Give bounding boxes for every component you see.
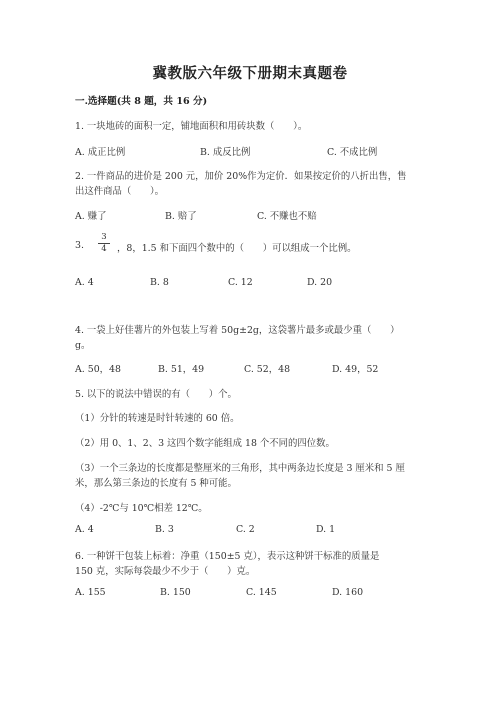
question-2-text-line-2: 出这件商品（ ）。	[75, 186, 165, 197]
question-2-option-c: C. 不赚也不赔	[257, 211, 317, 222]
question-5-statement-3-line-2: 米，那么第三条边的长度有 5 种可能。	[75, 478, 237, 489]
question-4-option-c: C. 52，48	[244, 364, 291, 375]
question-4-option-d: D. 49，52	[332, 364, 379, 375]
question-5-statement-2: （2）用 0、1、2、3 这四个数字能组成 18 个不同的四位数。	[75, 438, 335, 449]
question-1-option-b: B. 成反比例	[200, 147, 251, 158]
question-6-option-d: D. 160	[332, 587, 364, 598]
question-6-text-line-1: 6. 一种饼干包装上标着：净重（150±5 克），表示这种饼干标准的质量是	[75, 551, 380, 562]
question-2-option-b: B. 赔了	[165, 211, 197, 222]
question-2-option-a: A. 赚了	[75, 211, 107, 222]
question-3-fraction	[98, 233, 110, 254]
question-6-option-c: C. 145	[246, 587, 277, 598]
fraction-numerator: 3	[101, 232, 107, 242]
question-6-option-b: B. 150	[160, 587, 191, 598]
question-5-option-b: B. 3	[155, 524, 174, 535]
question-5-statement-3-line-1: （3）一个三条边的长度都是整厘米的三角形，其中两条边长度是 3 厘米和 5 厘	[75, 463, 405, 474]
question-3-option-c: C. 12	[228, 277, 253, 288]
question-1-option-a: A. 成正比例	[75, 147, 126, 158]
question-1-text: 1. 一块地砖的面积一定，铺地面积和用砖块数（ ）。	[75, 121, 308, 132]
question-3-option-a: A. 4	[75, 277, 94, 288]
section-heading: 一.选择题(共 8 题，共 16 分)	[75, 96, 208, 107]
question-3-option-d: D. 20	[307, 277, 333, 288]
question-5-text: 5. 以下的说法中错误的有（ ）个。	[75, 389, 237, 400]
question-6-text-line-2: 150 克，实际每袋最少不少于（ ）克。	[75, 566, 256, 577]
question-4-option-b: B. 51，49	[158, 364, 205, 375]
fraction-denominator: 4	[101, 244, 107, 254]
question-2-text-line-1: 2. 一件商品的进价是 200 元，加价 20%作为定价．如果按定价的八折出售，售	[75, 171, 407, 182]
question-5-statement-1: （1）分针的转速是时针转速的 60 倍。	[75, 413, 240, 424]
question-4-text-line-2: g。	[75, 340, 91, 351]
question-5-option-c: C. 2	[236, 524, 255, 535]
question-5-option-d: D. 1	[316, 524, 336, 535]
question-3-text: ，8，1.5 和下面四个数中的（ ）可以组成一个比例。	[117, 243, 357, 254]
question-5-statement-4: （4）-2℃与 10℃相差 12℃。	[75, 503, 208, 514]
question-1-option-c: C. 不成比例	[327, 147, 378, 158]
question-4-option-a: A. 50，48	[75, 364, 121, 375]
question-6-option-a: A. 155	[75, 587, 106, 598]
question-4-text-line-1: 4. 一袋上好佳薯片的外包装上写着 50g±2g，这袋薯片最多或最少重（ ）	[75, 325, 400, 336]
question-3-number: 3.	[75, 240, 84, 251]
question-5-option-a: A. 4	[75, 524, 94, 535]
page-title: 冀教版六年级下册期末真题卷	[152, 65, 348, 82]
question-3-option-b: B. 8	[150, 277, 169, 288]
